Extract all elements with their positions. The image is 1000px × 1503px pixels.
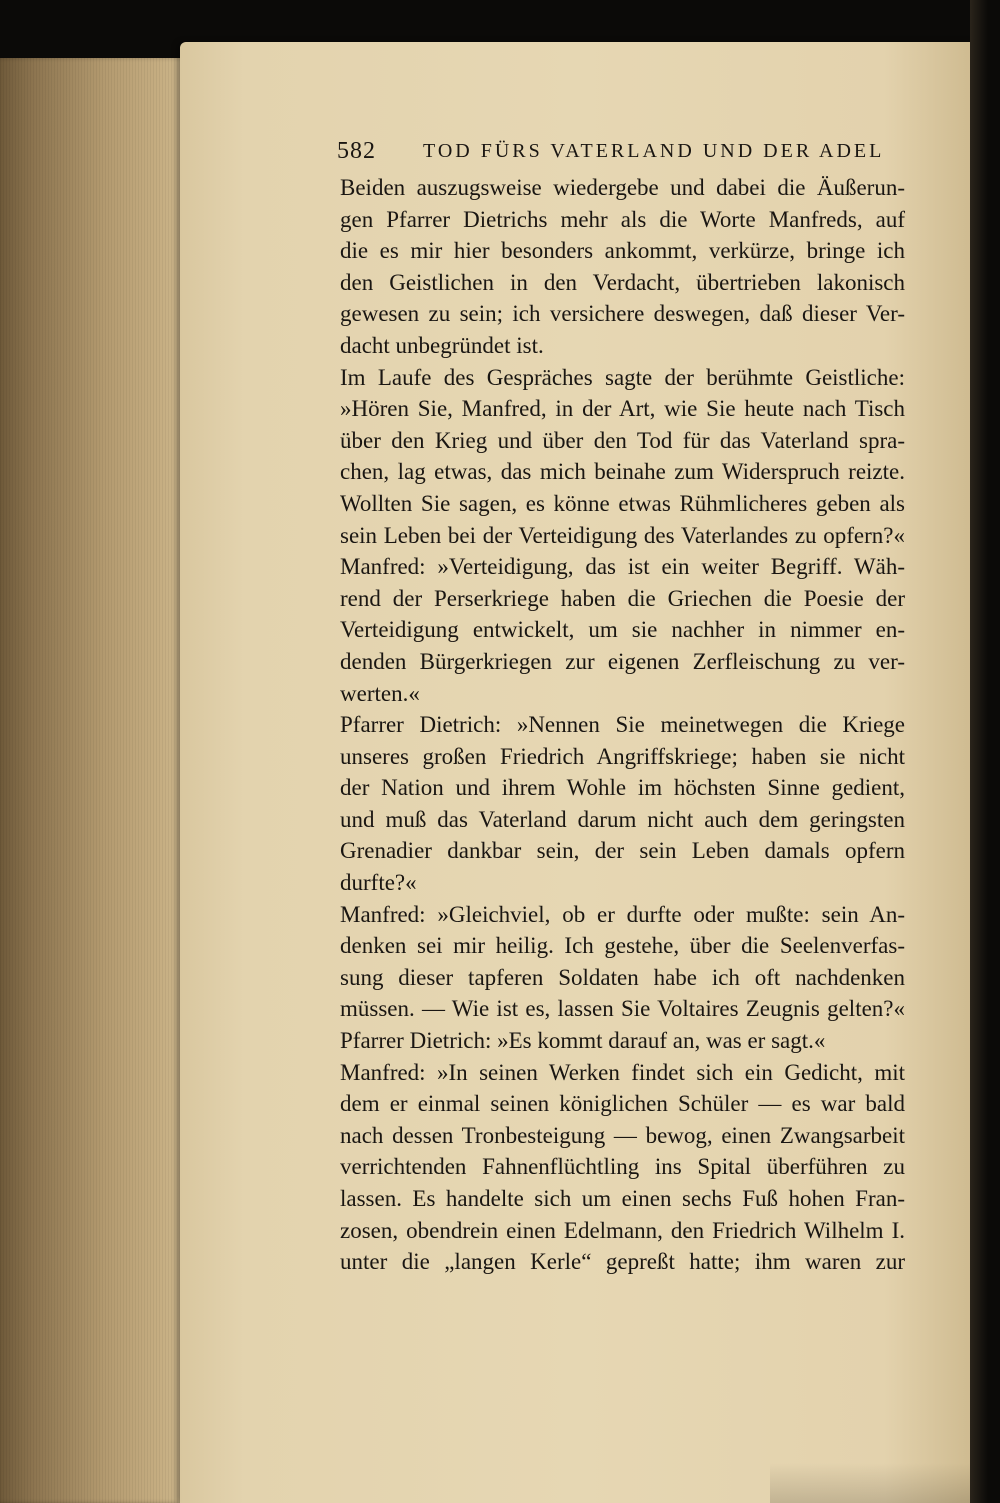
book-page-edge xyxy=(0,58,190,1503)
text-line: denden Bürgerkriegen zur eigenen Zerfleischung zu ver- xyxy=(340,648,905,674)
running-head: TOD FÜRS VATERLAND UND DER ADEL xyxy=(423,140,885,162)
page-number: 582 xyxy=(337,138,376,164)
text-line: Manfred: »In seinen Werken findet sich ein Gedicht, mit xyxy=(340,1059,905,1085)
text-line: verrichtenden Fahnenflüchtling ins Spital überführen zu xyxy=(340,1154,905,1180)
text-line: die es mir hier besonders ankommt, verkürze, bringe ich xyxy=(340,238,905,264)
text-line: unseres großen Friedrich Angriffskriege; haben sie nicht xyxy=(340,743,905,769)
scan-background-right xyxy=(970,0,1000,1503)
text-line: zosen, obendrein einen Edelmann, den Friedrich Wilhelm I. xyxy=(340,1217,905,1243)
text-line: über den Krieg und über den Tod für das Vaterland spra- xyxy=(340,427,905,453)
text-line: dacht unbegründet ist. xyxy=(340,332,544,358)
text-line: Wollten Sie sagen, es könne etwas Rühmlicheres geben als xyxy=(340,490,905,516)
text-line: lassen. Es handelte sich um einen sechs Fuß hohen Fran- xyxy=(340,1186,905,1211)
text-line: und muß das Vaterland darum nicht auch dem geringsten xyxy=(340,806,905,832)
text-line: werten.« xyxy=(340,680,420,706)
text-line: müssen. — Wie ist es, lassen Sie Voltaires Zeugnis gelten?« xyxy=(340,996,905,1022)
text-line: Im Laufe des Gespräches sagte der berühmte Geistliche: xyxy=(340,364,905,390)
text-line: durfte?« xyxy=(340,870,417,896)
body-text xyxy=(340,172,905,1278)
text-line: sung dieser tapferen Soldaten habe ich oft nachdenken xyxy=(340,964,905,990)
text-line: Manfred: »Gleichviel, ob er durfte oder mußte: sein An- xyxy=(340,901,905,927)
text-line: Pfarrer Dietrich: »Nennen Sie meinetwegen die Kriege xyxy=(340,712,905,738)
text-line: Pfarrer Dietrich: »Es kommt darauf an, was er sagt.« xyxy=(340,1028,826,1054)
text-line: rend der Perserkriege haben die Griechen die Poesie der xyxy=(340,585,905,611)
text-line: chen, lag etwas, das mich beinahe zum Widerspruch reizte. xyxy=(340,459,905,485)
text-line: Grenadier dankbar sein, der sein Leben damals opfern xyxy=(340,838,905,864)
text-line: nach dessen Tronbesteigung — bewog, einen Zwangsarbeit xyxy=(340,1122,905,1148)
page-shadow xyxy=(770,1463,970,1503)
page-header xyxy=(337,138,897,170)
text-line: Beiden auszugsweise wiedergebe und dabei die Äußerun- xyxy=(340,175,905,200)
text-line: sein Leben bei der Verteidigung des Vaterlandes zu opfern?« xyxy=(340,522,905,548)
text-line: der Nation und ihrem Wohle im höchsten Sinne gedient, xyxy=(340,775,905,801)
text-line: gewesen zu sein; ich versichere deswegen, daß dieser Ver- xyxy=(340,301,905,327)
text-line: Verteidigung entwickelt, um sie nachher in nimmer en- xyxy=(340,617,905,643)
text-line: den Geistlichen in den Verdacht, übertrieben lakonisch xyxy=(340,269,905,295)
text-line: dem er einmal seinen königlichen Schüler — es war bald xyxy=(340,1091,905,1117)
text-line: »Hören Sie, Manfred, in der Art, wie Sie heute nach Tisch xyxy=(340,396,905,422)
text-line: unter die „langen Kerle“ gepreßt hatte; ihm waren zur xyxy=(340,1249,905,1275)
text-line: denken sei mir heilig. Ich gestehe, über die Seelenverfas- xyxy=(340,933,905,959)
text-line: Manfred: »Verteidigung, das ist ein weiter Begriff. Wäh- xyxy=(340,554,905,580)
text-line: gen Pfarrer Dietrichs mehr als die Worte Manfreds, auf xyxy=(340,206,905,232)
